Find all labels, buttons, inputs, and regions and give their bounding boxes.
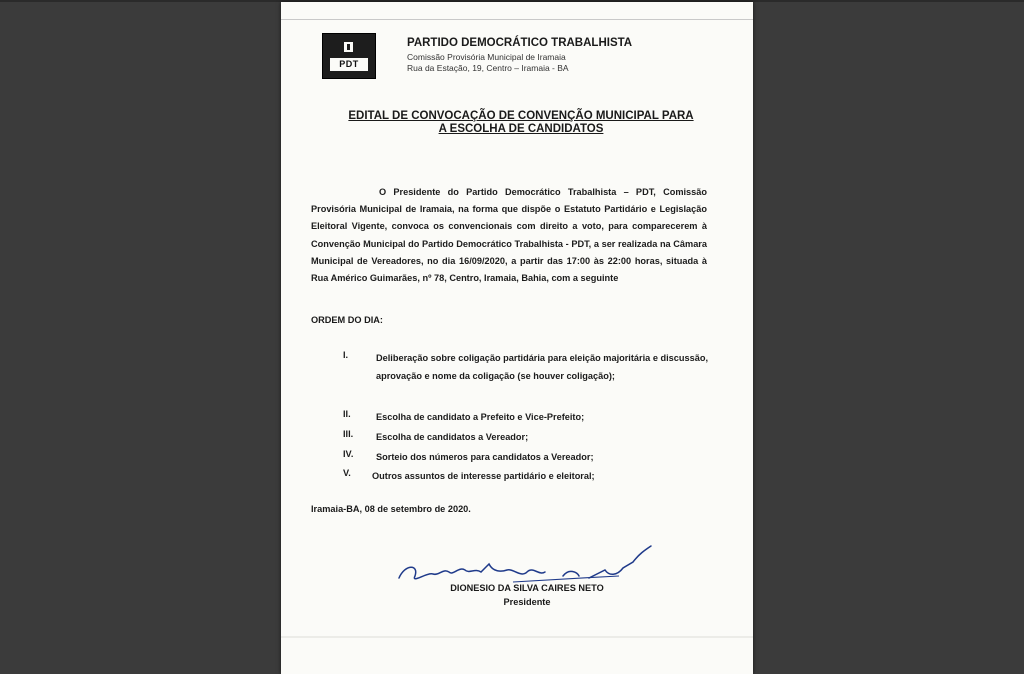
agenda-item-text: Escolha de candidato a Prefeito e Vice-Prefeito;: [376, 412, 585, 422]
pdt-logo: [322, 33, 376, 79]
title-line-1: EDITAL DE CONVOCAÇÃO DE CONVENÇÃO MUNICIPAL PARA: [348, 110, 694, 122]
signer-role: Presidente: [503, 597, 551, 607]
agenda-item-text: Outros assuntos de interesse partidário e eleitoral;: [372, 471, 595, 481]
party-name: PARTIDO DEMOCRÁTICO TRABALHISTA: [407, 37, 633, 49]
party-commission: Comissão Provisória Municipal de Iramaia: [407, 52, 566, 62]
logo-flag-icon: [344, 42, 353, 52]
title-line-2: A ESCOLHA DE CANDIDATOS: [438, 123, 604, 135]
page-top-rule: [281, 19, 753, 20]
agenda-heading: ORDEM DO DIA:: [311, 315, 383, 325]
agenda-item-number: II.: [343, 409, 351, 419]
agenda-item-number: I.: [343, 350, 349, 360]
agenda-item-text: Deliberação sobre coligação partidária para eleição majoritária e discussão, aprovação e nome da coligação (se houver coligação);: [376, 353, 708, 381]
signer-name: DIONESIO DA SILVA CAIRES NETO: [450, 583, 604, 593]
date-line: Iramaia-BA, 08 de setembro de 2020.: [311, 504, 471, 514]
party-address: Rua da Estação, 19, Centro – Iramaia - BA: [407, 63, 569, 73]
agenda-item-number: V.: [343, 468, 351, 478]
signature-stroke: [399, 546, 651, 579]
page-bottom-band: [281, 636, 753, 638]
document-title: [311, 110, 731, 136]
signature-underline: [513, 576, 619, 582]
agenda-item-number: IV.: [343, 449, 354, 459]
agenda-item-number: III.: [343, 429, 354, 439]
document-page: [281, 2, 753, 674]
logo-text: PDT: [330, 58, 368, 71]
agenda-item-text: Escolha de candidatos a Vereador;: [376, 432, 529, 442]
convocation-paragraph: O Presidente do Partido Democrático Trabalhista – PDT, Comissão Provisória Municipal de Iramaia, na forma que dispõe o Estatuto Partidário e Legislação Eleitoral Vigente, convoca os convencionais com direito a voto, para comparecerem à Convenção Municipal do Partido Democrático Trabalhista - PDT, a ser realizada na Câmara Municipal de Vereadores, no dia 16/09/2020, a partir das 17:00 às 22:00 horas, situada à Rua Américo Guimarães, nº 78, Centro, Iramaia, Bahia, com a seguinte: [311, 187, 707, 284]
agenda-item-text: Sorteio dos números para candidatos a Vereador;: [376, 452, 594, 462]
